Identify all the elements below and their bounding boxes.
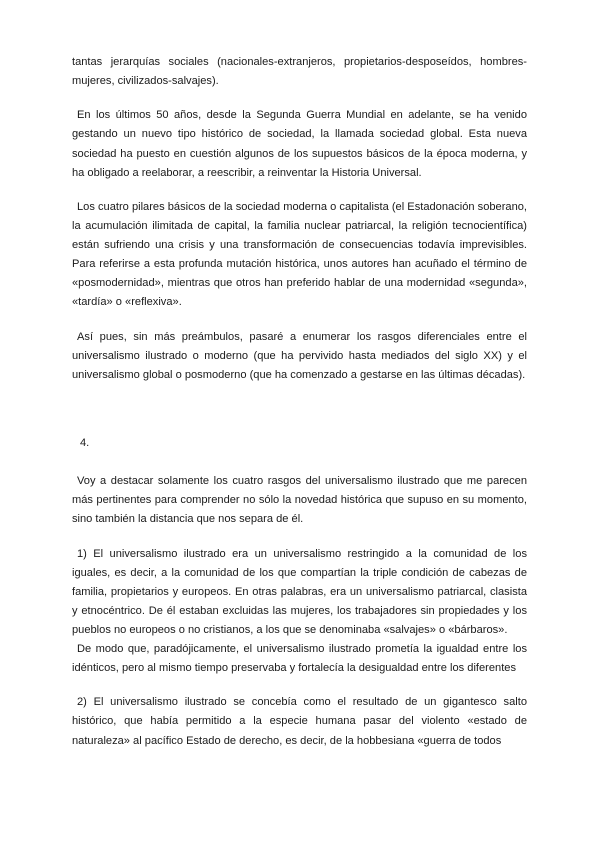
paragraph-continuation: tantas jerarquías sociales (nacionales-extranjeros, propietarios-desposeídos, hombres-mujeres, civilizados-salvajes). — [72, 56, 527, 88]
paragraph-four-traits-intro: Voy a destacar solamente los cuatro rasgos del universalismo ilustrado que me parecen más pertinentes para comprender no sólo la novedad histórica que supuso en su momento, sino también la distancia que nos separa de él. — [72, 475, 527, 526]
paragraph-four-pillars: Los cuatro pilares básicos de la sociedad moderna o capitalista (el Estadonación soberano, la acumulación ilimitada de capital, la familia nuclear patriarcal, la religión tecnocientífica) están sufriendo una crisis y una transformación de consecuencias todavía imprevisibles. Para referirse a esta profunda mutación histórica, unos autores han acuñado el término de «posmodernidad», mientras que otros han preferido hablar de una modernidad «segunda», «tardía» o «reflexiva». — [72, 200, 527, 309]
paragraph-global-society: En los últimos 50 años, desde la Segunda Guerra Mundial en adelante, se ha venido gestando un nuevo tipo histórico de sociedad, la llamada sociedad global. Esta nueva sociedad ha puesto en cuestión algunos de los supuestos básicos de la época moderna, y ha obligado a reelaborar, a reescribir, a reinventar la Historia Universal. — [72, 109, 527, 179]
paragraph-differential-traits: Así pues, sin más preámbulos, pasaré a enumerar los rasgos diferenciales entre el universalismo ilustrado o moderno (que ha pervivido hasta mediados del siglo XX) y el universalismo global o posmoderno (que ha comenzado a gestarse en las últimas décadas). — [72, 330, 527, 381]
paragraph-trait-1: 1) El universalismo ilustrado era un universalismo restringido a la comunidad de los iguales, es decir, a la comunidad de los que compartían la triple condición de cabezas de familia, propietarios y europeos. En otras palabras, era un universalismo patriarcal, clasista y etnocéntrico. De él estaban excluidas las mujeres, los trabajadores sin propiedades y los pueblos no europeos o no cristianos, a los que se denominaba «salvajes» o «bárbaros». — [72, 547, 527, 636]
paragraph-trait-1-continued: De modo que, paradójicamente, el universalismo ilustrado prometía la igualdad entre los idénticos, pero al mismo tiempo preservaba y fortalecía la desigualdad entre los diferentes — [72, 643, 527, 675]
paragraph-trait-2: 2) El universalismo ilustrado se concebía como el resultado de un gigantesco salto histórico, que había permitido a la especie humana pasar del violento «estado de naturaleza» al pacífico Estado de derecho, es decir, de la hobbesiana «guerra de todos — [72, 696, 527, 747]
section-number: 4. — [80, 436, 90, 449]
document-body — [72, 53, 527, 766]
